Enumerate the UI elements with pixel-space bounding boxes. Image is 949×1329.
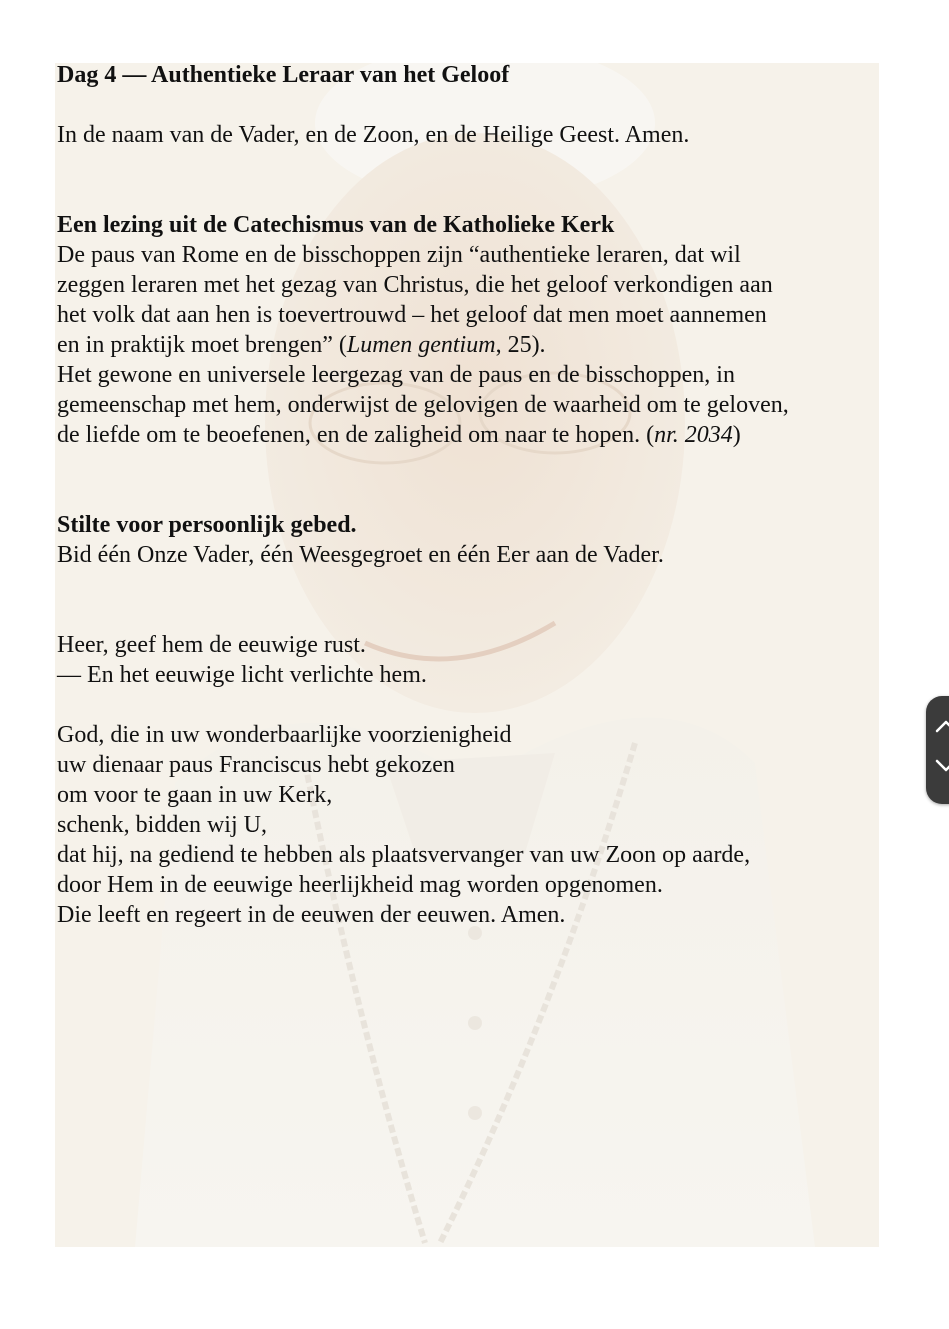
chevron-down-icon[interactable] bbox=[934, 758, 949, 774]
prayer-line: uw dienaar paus Franciscus hebt gekozen bbox=[57, 752, 455, 778]
reading-line: Het gewone en universele leergezag van de paus en de bisschoppen, in bbox=[57, 362, 735, 388]
page-scroll-control[interactable] bbox=[926, 696, 949, 804]
reading-text: en in praktijk moet brengen” ( bbox=[57, 332, 347, 358]
silence-instruction: Bid één Onze Vader, één Weesgegroet en één Eer aan de Vader. bbox=[57, 542, 664, 568]
reading-line: gemeenschap met hem, onderwijst de gelovigen de waarheid om te geloven, bbox=[57, 392, 789, 418]
prayer-line: om voor te gaan in uw Kerk, bbox=[57, 782, 333, 808]
prayer-line: dat hij, na gediend te hebben als plaatsvervanger van uw Zoon op aarde, bbox=[57, 842, 751, 868]
reading-line bbox=[57, 330, 897, 360]
reading-text: , 25). bbox=[495, 332, 546, 358]
response-line: — En het eeuwige licht verlichte hem. bbox=[57, 662, 427, 688]
prayer-line: Die leeft en regeert in de eeuwen der eeuwen. Amen. bbox=[57, 902, 566, 928]
prayer-line: door Hem in de eeuwige heerlijkheid mag worden opgenomen. bbox=[57, 872, 663, 898]
silence-heading: Stilte voor persoonlijk gebed. bbox=[57, 512, 357, 538]
versicle-line: Heer, geef hem de eeuwige rust. bbox=[57, 632, 366, 658]
document-title: Dag 4 — Authentieke Leraar van het Geloof bbox=[57, 62, 510, 88]
reading-text: de liefde om te beoefenen, en de zaligheid om naar te hopen. ( bbox=[57, 422, 655, 448]
reading-line bbox=[57, 420, 897, 450]
prayer-line: God, die in uw wonderbaarlijke voorzienigheid bbox=[57, 722, 512, 748]
opening-sign-of-cross: In de naam van de Vader, en de Zoon, en de Heilige Geest. Amen. bbox=[57, 122, 690, 148]
reading-line: het volk dat aan hen is toevertrouwd – het geloof dat men moet aannemen bbox=[57, 302, 767, 328]
catechism-reference: nr. 2034 bbox=[654, 422, 733, 448]
reading-line: De paus van Rome en de bisschoppen zijn “authentieke leraren, dat wil bbox=[57, 242, 741, 268]
document-body bbox=[57, 60, 897, 930]
source-title: Lumen gentium bbox=[346, 332, 496, 358]
reading-heading: Een lezing uit de Catechismus van de Katholieke Kerk bbox=[57, 212, 615, 238]
prayer-line: schenk, bidden wij U, bbox=[57, 812, 267, 838]
reading-text: ) bbox=[732, 422, 741, 448]
reading-line: zeggen leraren met het gezag van Christus, die het geloof verkondigen aan bbox=[57, 272, 773, 298]
chevron-up-icon[interactable] bbox=[934, 718, 949, 734]
